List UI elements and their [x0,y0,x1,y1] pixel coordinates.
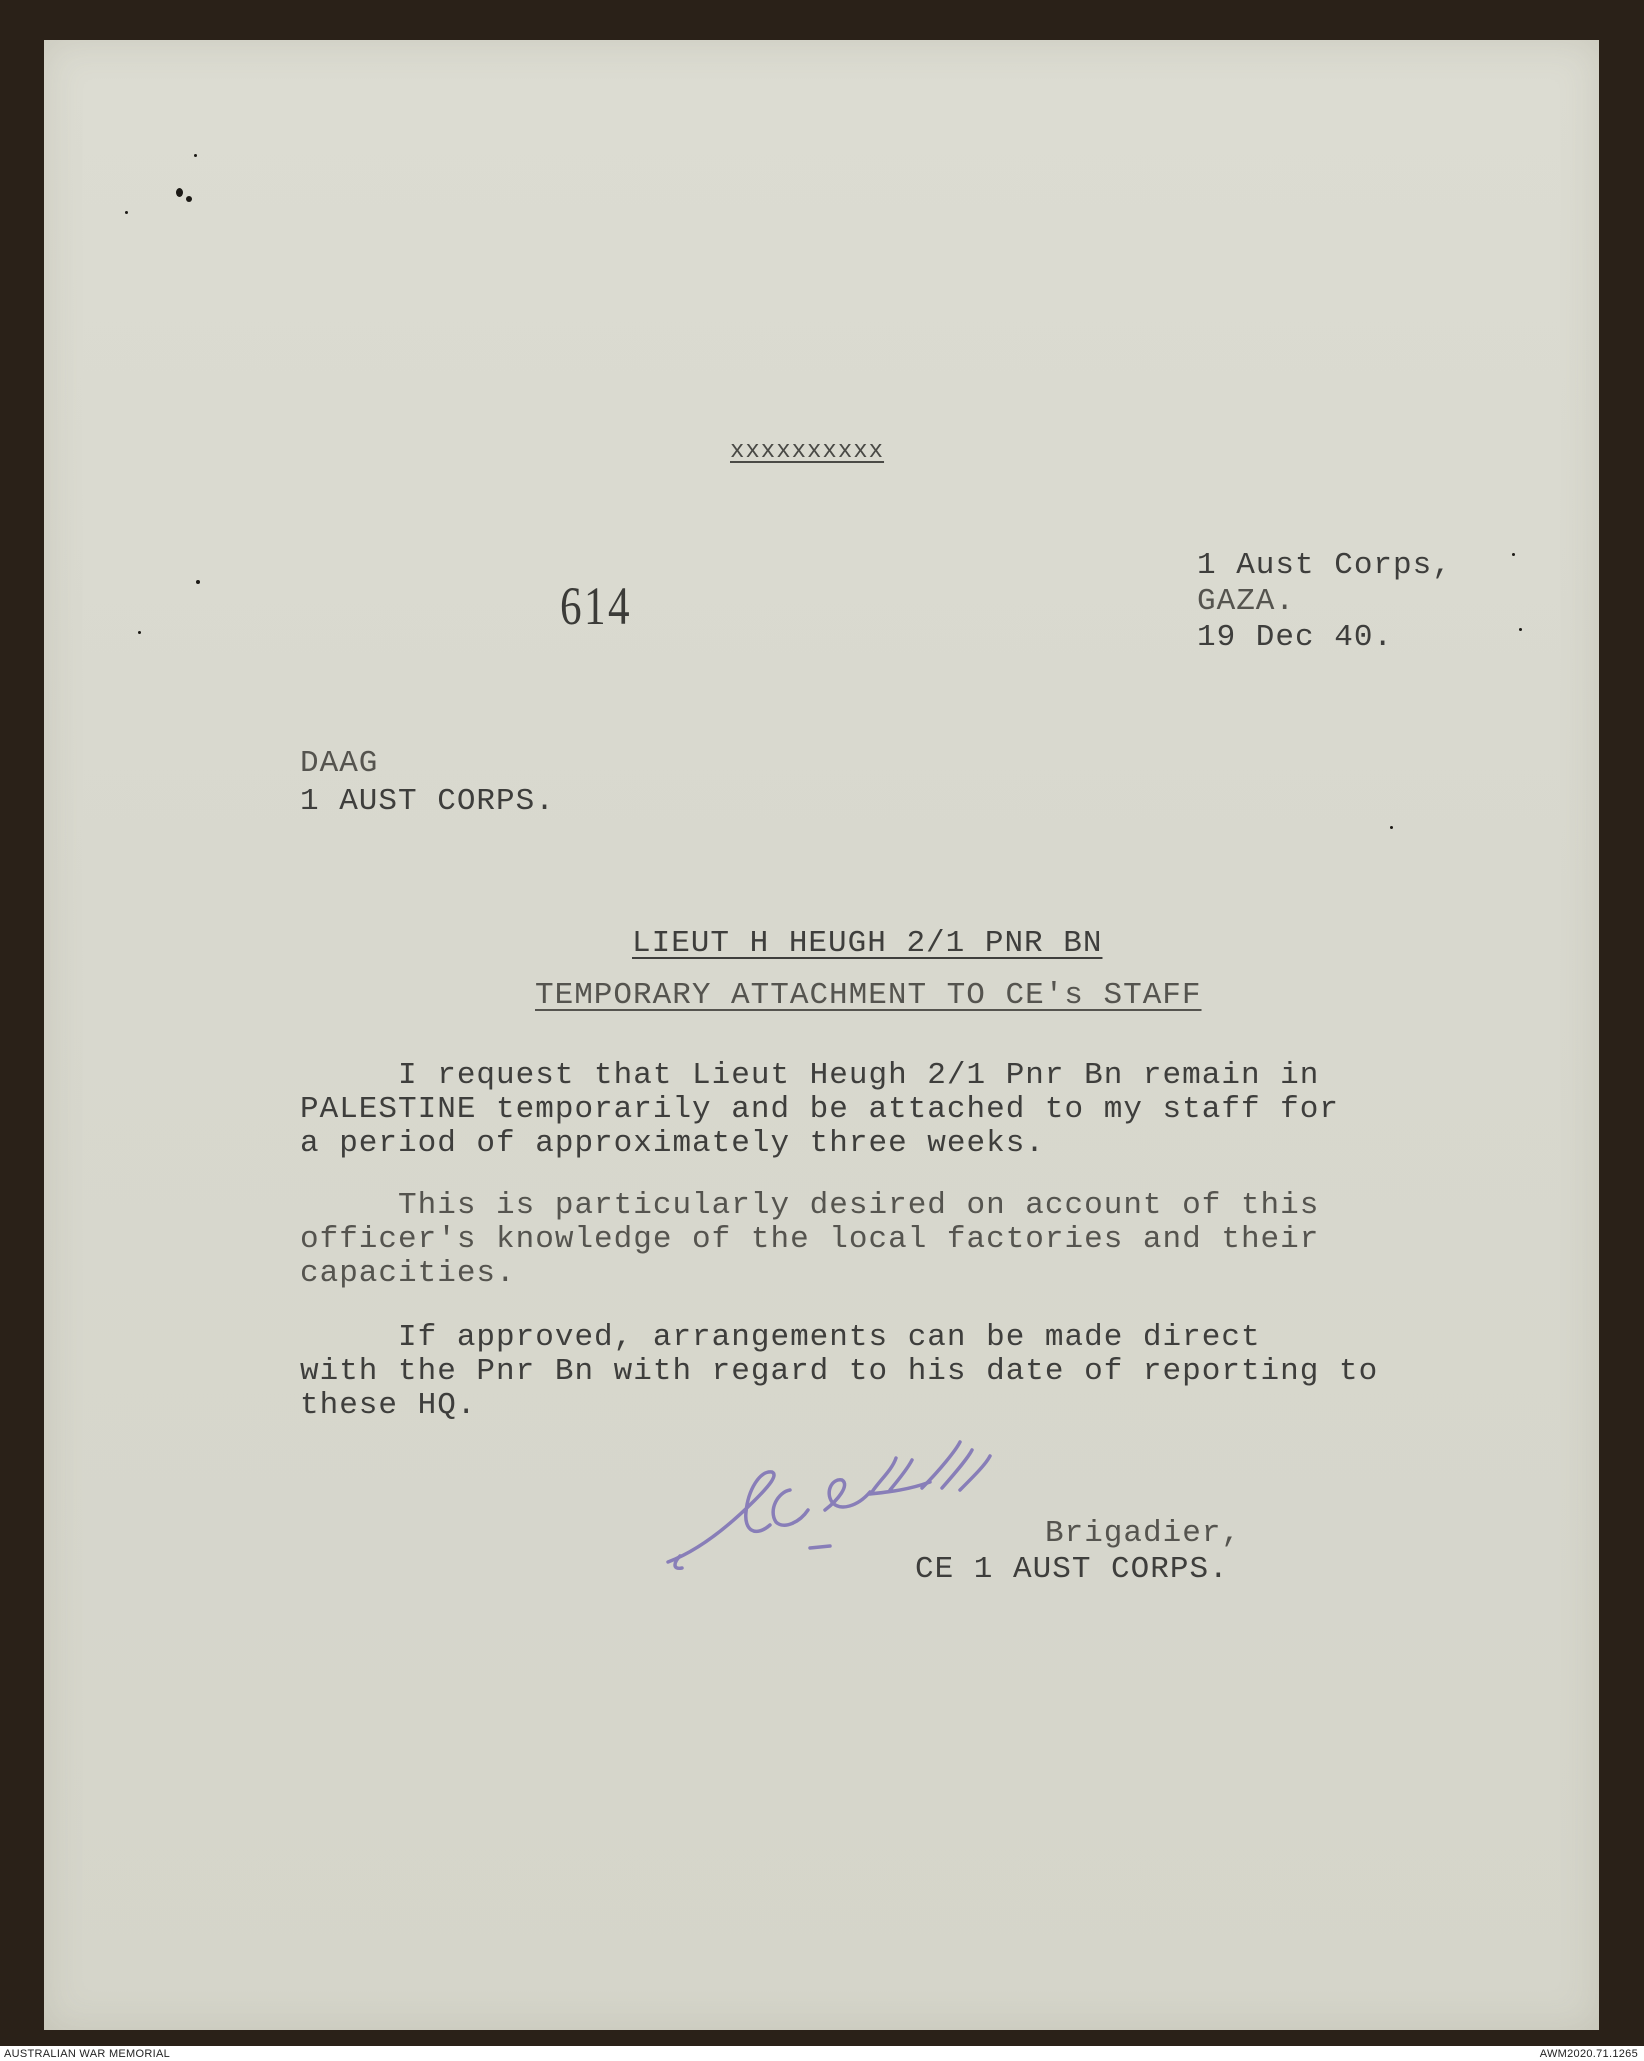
reference-number: 614 [560,576,632,636]
body-paragraph [300,1060,1339,1162]
body-paragraph [300,1190,1319,1292]
paper-speck [196,580,200,584]
signature-title: CE 1 AUST CORPS. [915,1552,1229,1587]
paper-speck [125,211,128,214]
recipient-block [300,748,555,824]
signature-rank: Brigadier, [1045,1516,1242,1551]
paper-speck [186,196,192,202]
paragraph-line: capacities. [300,1256,516,1291]
paragraph-line: PALESTINE temporarily and be attached to my staff for [300,1092,1339,1127]
paper-speck [194,154,197,157]
paper-speck [1519,628,1522,631]
paragraph-line: If approved, arrangements can be made direct [300,1320,1261,1355]
paragraph-line: I request that Lieut Heugh 2/1 Pnr Bn remain in [300,1058,1320,1093]
paper-speck [176,188,183,197]
paragraph-line: these HQ. [300,1388,477,1423]
paper-speck [1512,553,1515,556]
paragraph-line: This is particularly desired on account of this [300,1188,1320,1223]
body-paragraph [300,1322,1378,1424]
header-mark: xxxxxxxxxx [730,438,885,465]
archive-credit: AUSTRALIAN WAR MEMORIAL [4,2048,171,2060]
paper-speck [1390,826,1393,829]
sender-address-line: GAZA. [1197,584,1296,619]
document-page [44,40,1599,2030]
signature-block [915,1518,1241,1590]
recipient-line: DAAG [300,746,379,781]
sender-address-line: 19 Dec 40. [1197,620,1394,655]
subject-line: LIEUT H HEUGH 2/1 PNR BN [632,926,1103,961]
paragraph-line: with the Pnr Bn with regard to his date of reporting to [300,1354,1379,1389]
paragraph-line: a period of approximately three weeks. [300,1126,1045,1161]
recipient-line: 1 AUST CORPS. [300,784,555,819]
sender-address-line: 1 Aust Corps, [1197,548,1452,583]
paper-speck [138,631,141,634]
subject-line: TEMPORARY ATTACHMENT TO CE's STAFF [535,978,1202,1013]
archive-reference: AWM2020.71.1265 [1539,2048,1638,2060]
paragraph-line: officer's knowledge of the local factories and their [300,1222,1320,1257]
sender-address [1197,550,1452,658]
